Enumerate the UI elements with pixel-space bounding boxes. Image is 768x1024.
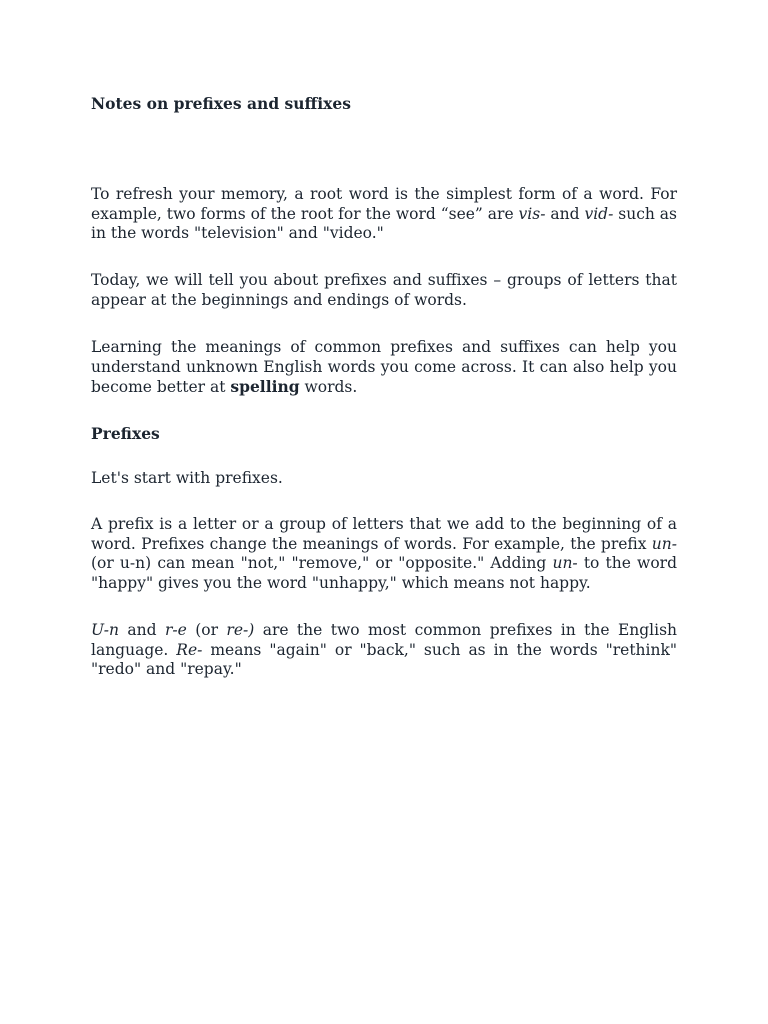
text-run: means "again" or "back," such as in the words "rethink" "redo" and "repay.": [91, 640, 677, 679]
text-run: (or u-n) can mean "not," "remove," or "opposite." Adding: [91, 554, 553, 573]
text-run: To refresh your memory, a root word is the simplest form of a word. For example, two forms of the root for the word “see” are: [91, 185, 677, 223]
paragraph-prefix-definition: [91, 515, 677, 593]
paragraph-start-prefixes: Let's start with prefixes.: [91, 469, 283, 487]
section-heading-prefixes: Prefixes: [91, 424, 160, 443]
text-run: Learning the meanings of common prefixes and suffixes can help you understand unknown English words you come across. It can also help you become better at: [91, 338, 677, 397]
italic-term-u-n: U-n: [91, 621, 120, 639]
bold-term-spelling: spelling: [230, 377, 300, 397]
text-run: and: [119, 621, 165, 639]
text-run: to the word "happy" gives you the word "unhappy," which means not happy.: [91, 554, 677, 592]
italic-term-vis: vis-: [518, 204, 546, 223]
text-run: are the two most common prefixes in the English language.: [91, 621, 678, 659]
italic-term-re: Re-: [176, 640, 203, 659]
italic-term-un: un-: [651, 534, 677, 553]
paragraph-root-word: [91, 185, 677, 244]
italic-term-un: un-: [552, 554, 578, 573]
text-run: A prefix is a letter or a group of letters that we add to the beginning of a word. Prefixes change the meanings of words. For example, the prefix: [91, 515, 677, 553]
document-title: Notes on prefixes and suffixes: [91, 94, 351, 113]
text-run: words.: [299, 378, 358, 397]
text-run: and: [545, 204, 585, 223]
paragraph-learning-meanings: [91, 338, 677, 398]
paragraph-prefixes-suffixes-intro: Today, we will tell you about prefixes and suffixes – groups of letters that appear at the beginnings and endings of words.: [91, 271, 677, 309]
text-run: (or: [186, 621, 227, 639]
italic-term-vid: vid-: [584, 204, 614, 223]
paragraph-common-prefixes: [91, 621, 677, 680]
italic-term-re: re-): [226, 621, 255, 639]
italic-term-r-e: r-e: [164, 621, 187, 639]
text-run: such as in the words "television" and "video.": [91, 204, 678, 243]
